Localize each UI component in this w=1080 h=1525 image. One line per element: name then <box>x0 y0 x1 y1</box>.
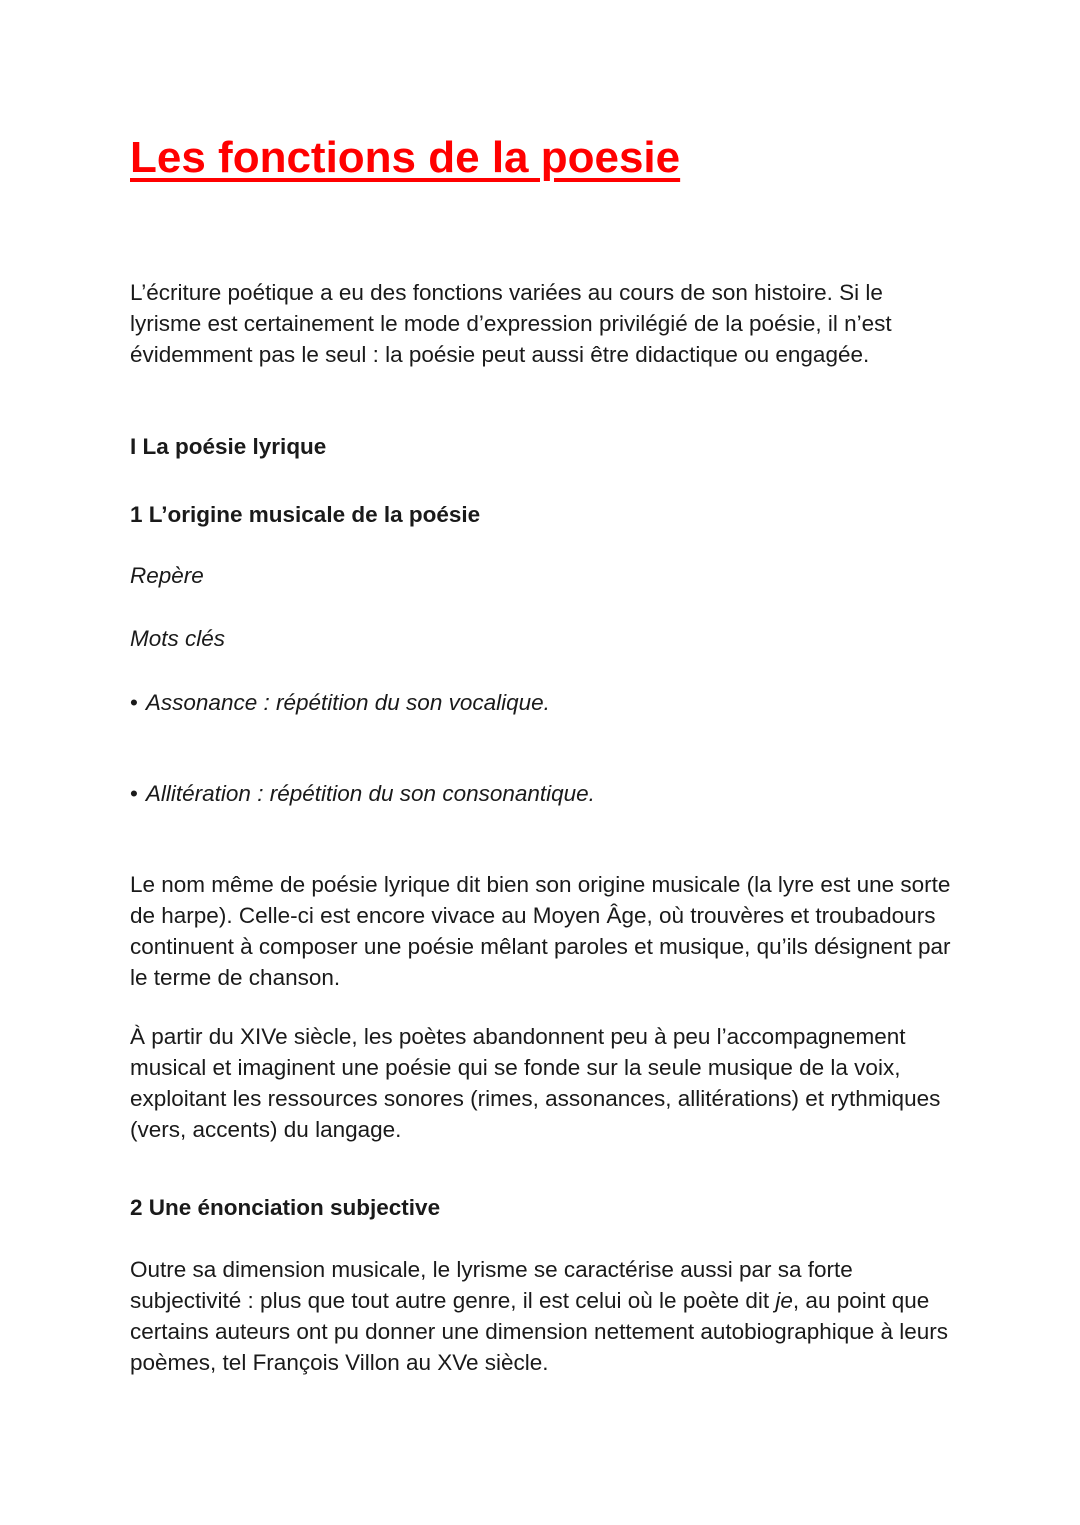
paragraph-subjectivite <box>130 1254 960 1378</box>
list-item-text: Assonance : répétition du son vocalique. <box>145 690 550 715</box>
subsection-heading-enonciation: 2 Une énonciation subjective <box>130 1195 441 1220</box>
intro-paragraph: L’écriture poétique a eu des fonctions variées au cours de son histoire. Si le lyrisme est certainement le mode d’expression privilégié de la poésie, il n’est évidemment pas le seul : la poésie peut aussi être didactique ou engagée. <box>130 280 892 367</box>
list-item-alliteration <box>130 778 595 809</box>
bullet-icon: • <box>130 781 138 806</box>
list-item-assonance <box>130 687 550 718</box>
repere-label: Repère <box>130 563 204 588</box>
paragraph-text-end: , au point que certains auteurs ont pu donner une dimension nettement autobiographique à leurs poèmes, tel François Villon au XVe siècle. <box>130 1288 949 1375</box>
paragraph-lyre: Le nom même de poésie lyrique dit bien son origine musicale (la lyre est une sorte de harpe). Celle-ci est encore vivace au Moyen Âge, où trouvères et troubadours continuent à composer une poésie mêlant paroles et musique, qu’ils désignent par le terme de chanson. <box>130 872 951 990</box>
emphasis-je: je <box>775 1288 793 1313</box>
bullet-icon: • <box>130 690 138 715</box>
list-item-text: Allitération : répétition du son consonantique. <box>145 781 595 806</box>
mots-cles-label: Mots clés <box>130 626 226 651</box>
section-heading-lyrique: I La poésie lyrique <box>130 434 327 459</box>
paragraph-xive-siecle: À partir du XIVe siècle, les poètes abandonnent peu à peu l’accompagnement musical et imaginent une poésie qui se fonde sur la seule musique de la voix, exploitant les ressources sonores (rimes, assonances, allitérations) et rythmiques (vers, accents) du langage. <box>130 1024 941 1142</box>
page-title: Les fonctions de la poesie <box>130 133 681 182</box>
paragraph-text-start: Outre sa dimension musicale, le lyrisme se caractérise aussi par sa forte subjectivité : plus que tout autre genre, il est celui où le poète dit <box>130 1257 853 1313</box>
subsection-heading-origine-musicale: 1 L’origine musicale de la poésie <box>130 502 481 527</box>
